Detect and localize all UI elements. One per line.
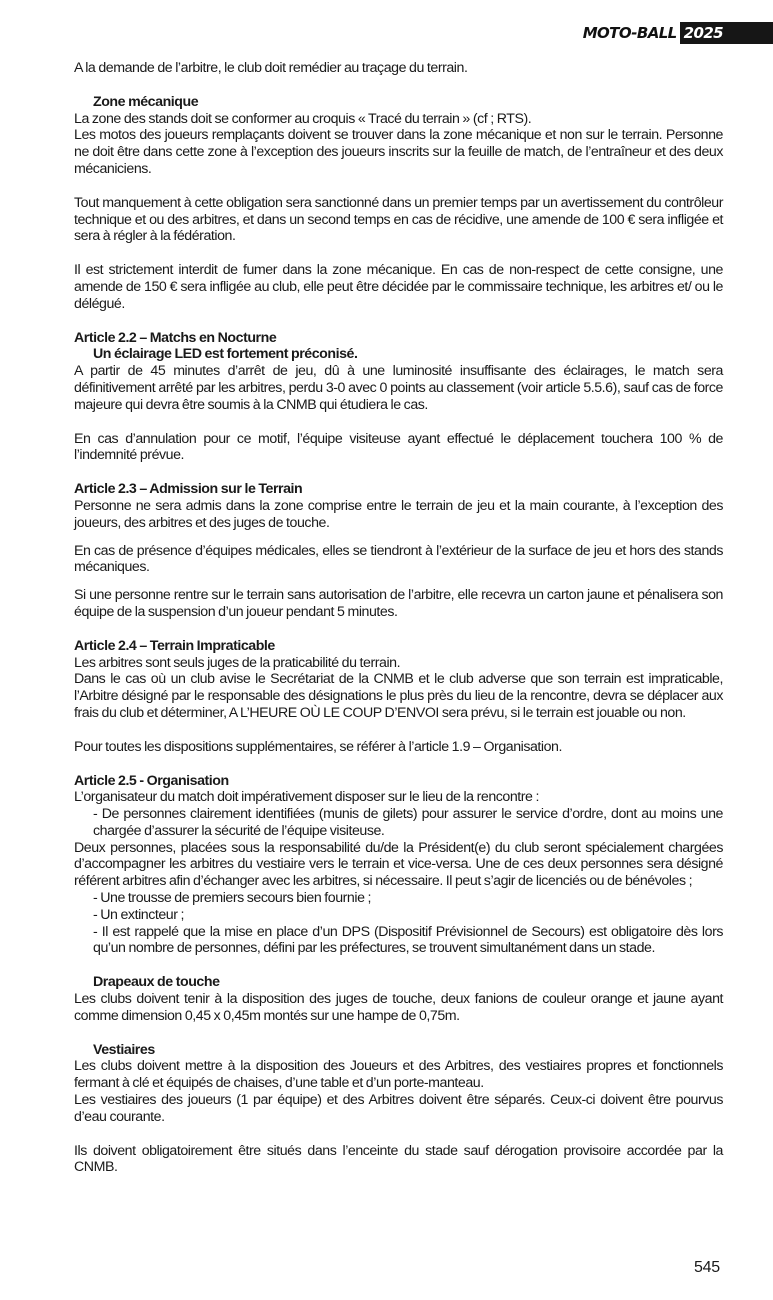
paragraph: L’organisateur du match doit impérativement disposer sur le lieu de la rencontre :	[74, 789, 539, 806]
paragraph: Les motos des joueurs remplaçants doivent se trouver dans la zone mécanique et non sur le terrain. Personne ne doit être dans cette zone à l’exception des joueurs inscrits sur la feuille de match, de l’entraîneur et des deux mécaniciens.	[74, 127, 723, 177]
paragraph: Ils doivent obligatoirement être situés dans l’enceinte du stade sauf dérogation provisoire accordée par la CNMB.	[74, 1142, 723, 1176]
article-heading-2-3: Article 2.3 – Admission sur le Terrain	[74, 481, 303, 498]
paragraph: Dans le cas où un club avise le Secrétariat de la CNMB et le club adverse que son terrain est impraticable, l’Arbitre désigné par le responsable des désignations le plus près du lieu de la rencontre, devra se déplacer aux frais du club et déterminer, A L’HEURE OÙ LE COUP D’ENVOI sera prévu, si le terrain est jouable ou non.	[74, 671, 723, 721]
paragraph: Si une personne rentre sur le terrain sans autorisation de l’arbitre, elle recevra un carton jaune et pénalisera son équipe de la suspension d’un joueur pendant 5 minutes.	[74, 587, 723, 620]
paragraph: Les arbitres sont seuls juges de la praticabilité du terrain.	[74, 654, 401, 671]
paragraph: Les vestiaires des joueurs (1 par équipe) et des Arbitres doivent être séparés. Ceux-ci doivent être pourvus d’eau courante.	[74, 1092, 723, 1125]
list-item: - Une trousse de premiers secours bien fournie ;	[93, 890, 371, 907]
article-heading-2-2: Article 2.2 – Matchs en Nocturne	[74, 329, 277, 346]
header-banner	[583, 22, 773, 44]
paragraph: A partir de 45 minutes d’arrêt de jeu, dû à une luminosité insuffisante des éclairages, le match sera définitivement arrêté par les arbitres, perdu 3-0 avec 0 points au classement (voir article 5.5.6), sauf cas de force majeure qui devra être soumis à la CNMB qui étudiera le cas.	[74, 363, 723, 413]
section-heading-vestiaires: Vestiaires	[93, 1041, 155, 1058]
document-body	[74, 60, 723, 1176]
paragraph: Deux personnes, placées sous la responsabilité du/de la Président(e) du club seront spécialement chargées d’accompagner les arbitres du vestiaire vers le terrain et vice-versa. Une de ces deux personnes sera désigné référent arbitres afin d’échanger avec les arbitres, si nécessaire. Il peut s’agir de licenciés ou de bénévoles ;	[74, 839, 723, 890]
paragraph: La zone des stands doit se conformer au croquis « Tracé du terrain » (cf ; RTS).	[74, 110, 532, 127]
paragraph: Personne ne sera admis dans la zone comprise entre le terrain de jeu et la main courante, à l’exception des joueurs, des arbitres et des juges de touche.	[74, 497, 723, 531]
list-item: - Un extincteur ;	[93, 906, 184, 923]
paragraph: Pour toutes les dispositions supplémentaires, se référer à l’article 1.9 – Organisation.	[74, 738, 562, 755]
paragraph: Les clubs doivent mettre à la disposition des Joueurs et des Arbitres, des vestiaires propres et fonctionnels fermant à clé et équipés de chaises, d’une table et d’un porte-manteau.	[74, 1058, 723, 1092]
article-subheading: Un éclairage LED est fortement préconisé.	[93, 346, 358, 363]
paragraph: Tout manquement à cette obligation sera sanctionné dans un premier temps par un avertissement du contrôleur technique et ou des arbitres, et dans un second temps en cas de récidive, une amende de 100 € sera infligée et sera à régler à la fédération.	[74, 194, 723, 245]
paragraph: En cas d’annulation pour ce motif, l’équipe visiteuse ayant effectué le déplacement touchera 100 % de l’indemnité prévue.	[74, 430, 723, 464]
list-item: - De personnes clairement identifiées (munis de gilets) pour assurer le service d’ordre, dont au moins une chargée d’assurer la sécurité de l’équipe visiteuse.	[93, 806, 723, 839]
paragraph: Il est strictement interdit de fumer dans la zone mécanique. En cas de non-respect de cette consigne, une amende de 150 € sera infligée au club, elle peut être décidée par le commissaire technique, les arbitres et/ ou le délégué.	[74, 262, 723, 312]
brand-title: MOTO-BALL	[582, 24, 677, 42]
section-heading-drapeaux: Drapeaux de touche	[93, 974, 220, 991]
brand-year-badge: 2025	[680, 22, 773, 44]
article-heading-2-4: Article 2.4 – Terrain Impraticable	[74, 637, 275, 654]
page-number: 545	[694, 1259, 720, 1276]
paragraph: Les clubs doivent tenir à la disposition des juges de touche, deux fanions de couleur orange et jaune ayant comme dimension 0,45 x 0,45m montés sur une hampe de 0,75m.	[74, 991, 723, 1024]
article-heading-2-5: Article 2.5 - Organisation	[74, 772, 229, 789]
paragraph: En cas de présence d’équipes médicales, elles se tiendront à l’extérieur de la surface de jeu et hors des stands mécaniques.	[74, 542, 723, 576]
section-heading-zone: Zone mécanique	[93, 93, 199, 110]
list-item: - Il est rappelé que la mise en place d’un DPS (Dispositif Prévisionnel de Secours) est obligatoire dès lors qu’un nombre de personnes, défini par les préfectures, se trouvent simultanément dans un stade.	[93, 923, 723, 957]
intro-paragraph: A la demande de l’arbitre, le club doit remédier au traçage du terrain.	[74, 60, 468, 76]
